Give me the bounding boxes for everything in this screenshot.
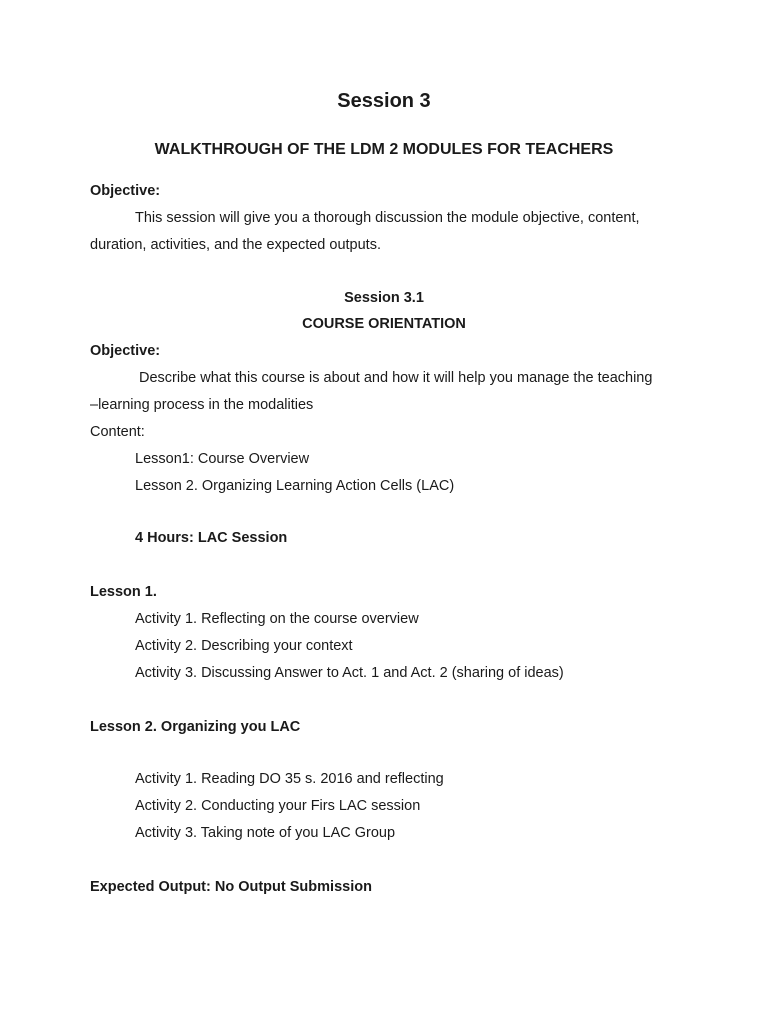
content-label: Content: <box>90 424 145 440</box>
sub-session-name: COURSE ORIENTATION <box>302 316 466 332</box>
session-heading: WALKTHROUGH OF THE LDM 2 MODULES FOR TEACHERS <box>154 141 614 158</box>
duration-label: 4 Hours: LAC Session <box>135 530 288 546</box>
sub-objective-label: Objective: <box>90 343 161 359</box>
lesson2-activity: Activity 1. Reading DO 35 s. 2016 and reflecting <box>135 771 444 787</box>
sub-session-number: Session 3.1 <box>344 290 424 306</box>
session-title: Session 3 <box>337 90 431 112</box>
lesson2-activity: Activity 3. Taking note of you LAC Group <box>135 825 396 841</box>
objective-text-line1: This session will give you a thorough discussion the module objective, content, <box>135 210 640 226</box>
lesson1-heading: Lesson 1. <box>90 584 157 600</box>
lesson1-activity: Activity 1. Reflecting on the course overview <box>135 611 419 627</box>
lesson1-activity: Activity 2. Describing your context <box>135 638 353 654</box>
objective-text-line2: duration, activities, and the expected outputs. <box>90 237 381 253</box>
lesson2-activity: Activity 2. Conducting your Firs LAC session <box>135 798 421 814</box>
content-item: Lesson1: Course Overview <box>135 451 310 467</box>
sub-objective-line1: Describe what this course is about and how it will help you manage the teaching <box>139 370 653 386</box>
lesson1-activity: Activity 3. Discussing Answer to Act. 1 and Act. 2 (sharing of ideas) <box>135 665 564 681</box>
content-item: Lesson 2. Organizing Learning Action Cells (LAC) <box>135 478 455 494</box>
sub-objective-line2: –learning process in the modalities <box>90 397 314 413</box>
lesson2-heading: Lesson 2. Organizing you LAC <box>90 719 301 735</box>
objective-label: Objective: <box>90 183 161 199</box>
expected-output: Expected Output: No Output Submission <box>90 879 372 895</box>
